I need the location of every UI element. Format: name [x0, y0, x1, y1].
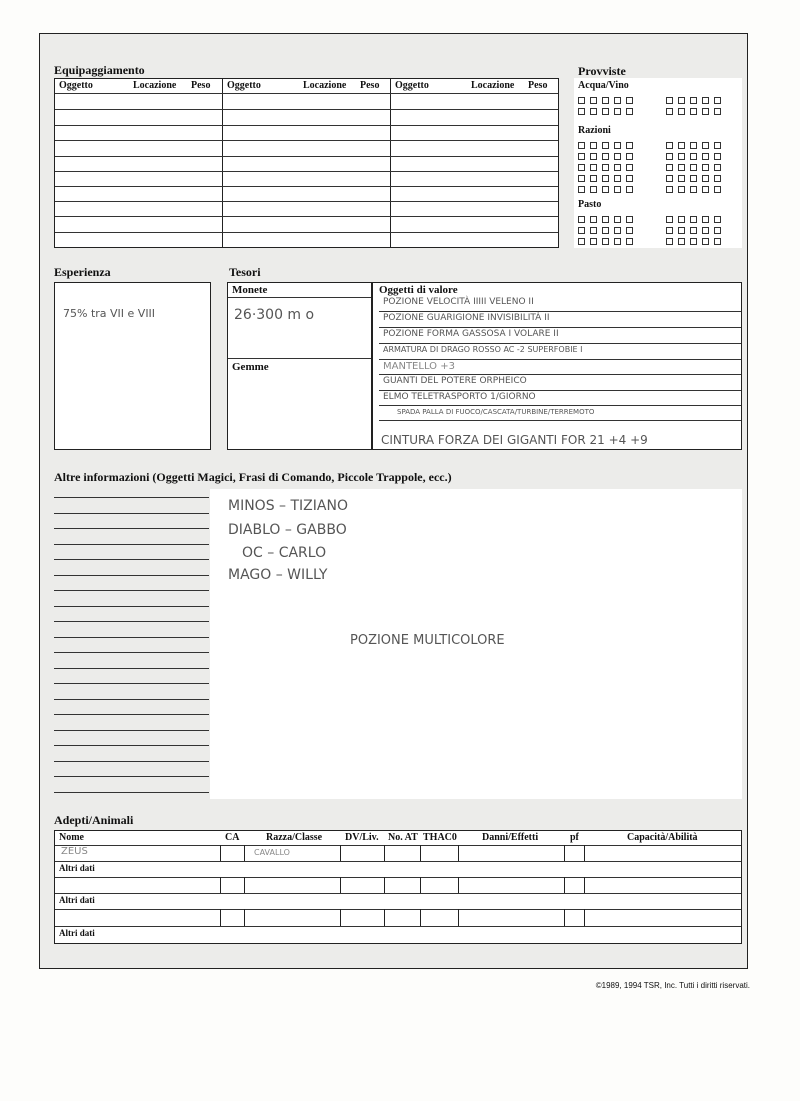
provision-checkbox[interactable]: [578, 238, 585, 245]
provision-checkbox[interactable]: [578, 175, 585, 182]
provision-checkbox[interactable]: [602, 164, 609, 171]
ruled-line: [54, 699, 209, 700]
provision-checkbox[interactable]: [590, 153, 597, 160]
provision-checkbox[interactable]: [714, 186, 721, 193]
provision-checkbox[interactable]: [602, 227, 609, 234]
provision-checkbox[interactable]: [690, 97, 697, 104]
provision-checkbox[interactable]: [666, 175, 673, 182]
provision-checkbox[interactable]: [714, 175, 721, 182]
valuables-box: [372, 282, 742, 450]
valuable-item: POZIONE GUARIGIONE INVISIBILITÀ II: [383, 313, 550, 323]
provision-checkbox[interactable]: [690, 164, 697, 171]
provision-checkbox[interactable]: [590, 227, 597, 234]
provision-checkbox[interactable]: [578, 108, 585, 115]
equipment-location-header: Locazione: [471, 80, 515, 91]
ruled-line: [54, 513, 209, 514]
provision-checkbox[interactable]: [702, 142, 709, 149]
valuable-item: CINTURA FORZA DEI GIGANTI FOR 21 +4 +9: [381, 433, 648, 447]
provision-checkbox[interactable]: [614, 97, 621, 104]
provision-checkbox[interactable]: [590, 238, 597, 245]
henchman-race: CAVALLO: [254, 848, 290, 857]
other-info-note: POZIONE MULTICOLORE: [350, 633, 505, 648]
provision-checkbox[interactable]: [590, 186, 597, 193]
provision-checkbox[interactable]: [614, 175, 621, 182]
provision-checkbox[interactable]: [590, 216, 597, 223]
valuable-item: ELMO TELETRASPORTO 1/GIORNO: [383, 392, 536, 402]
provision-checkbox[interactable]: [714, 227, 721, 234]
ruled-line: [54, 637, 209, 638]
equipment-item-header: Oggetto: [395, 80, 429, 91]
provision-checkbox[interactable]: [690, 142, 697, 149]
provision-checkbox[interactable]: [702, 216, 709, 223]
provision-checkbox[interactable]: [614, 186, 621, 193]
provision-checkbox[interactable]: [678, 238, 685, 245]
equipment-item-header: Oggetto: [227, 80, 261, 91]
henchmen-damage-header: Danni/Effetti: [482, 832, 539, 843]
experience-box: [54, 282, 211, 450]
provision-checkbox[interactable]: [678, 142, 685, 149]
treasure-title: Tesori: [229, 265, 261, 279]
provision-checkbox[interactable]: [602, 108, 609, 115]
provision-checkbox[interactable]: [626, 216, 633, 223]
copyright: ©1989, 1994 TSR, Inc. Tutti i diritti riservati.: [595, 981, 750, 990]
provision-checkbox[interactable]: [666, 238, 673, 245]
provision-checkbox[interactable]: [614, 238, 621, 245]
henchmen-title: Adepti/Animali: [54, 813, 134, 827]
provision-checkbox[interactable]: [714, 153, 721, 160]
provision-checkbox[interactable]: [690, 238, 697, 245]
equipment-weight-header: Peso: [360, 80, 380, 91]
provisions-panel: [574, 78, 742, 248]
henchman-name: ZEUS: [61, 846, 88, 857]
henchmen-ac-header: CA: [225, 832, 240, 843]
provision-checkbox[interactable]: [714, 108, 721, 115]
provision-checkbox[interactable]: [590, 164, 597, 171]
provision-checkbox[interactable]: [626, 238, 633, 245]
provision-checkbox[interactable]: [578, 164, 585, 171]
provision-checkbox[interactable]: [690, 227, 697, 234]
provision-checkbox[interactable]: [590, 142, 597, 149]
ruled-line: [54, 730, 209, 731]
other-info-note: MAGO – WILLY: [228, 567, 328, 583]
provision-checkbox[interactable]: [602, 238, 609, 245]
provision-checkbox[interactable]: [602, 153, 609, 160]
henchmen-hp-header: pf: [570, 832, 579, 843]
provision-checkbox[interactable]: [602, 186, 609, 193]
experience-note: 75% tra VII e VIII: [63, 307, 156, 320]
provisions-title: Provviste: [578, 64, 626, 78]
equipment-location-header: Locazione: [303, 80, 347, 91]
provision-checkbox[interactable]: [678, 108, 685, 115]
ruled-line: [54, 714, 209, 715]
provision-checkbox[interactable]: [614, 227, 621, 234]
provision-checkbox[interactable]: [714, 216, 721, 223]
provision-checkbox[interactable]: [614, 142, 621, 149]
rations-label: Razioni: [578, 125, 611, 136]
provision-checkbox[interactable]: [678, 153, 685, 160]
provision-checkbox[interactable]: [626, 153, 633, 160]
henchman-other-label: Altri dati: [59, 928, 95, 938]
character-sheet: [39, 33, 748, 969]
ruled-line: [54, 668, 209, 669]
provision-checkbox[interactable]: [666, 153, 673, 160]
equipment-location-header: Locazione: [133, 80, 177, 91]
ruled-line: [54, 683, 209, 684]
experience-title: Esperienza: [54, 265, 111, 279]
equipment-table: [54, 78, 559, 248]
coins-value: 26·300 m o: [234, 307, 315, 323]
provision-checkbox[interactable]: [626, 186, 633, 193]
provision-checkbox[interactable]: [690, 216, 697, 223]
provision-checkbox[interactable]: [626, 164, 633, 171]
henchmen-table: [54, 830, 742, 944]
provision-checkbox[interactable]: [602, 216, 609, 223]
provision-checkbox[interactable]: [702, 108, 709, 115]
treasure-left-box: [227, 282, 372, 450]
other-info-title: Altre informazioni (Oggetti Magici, Frasi di Comando, Piccole Trappole, ecc.): [54, 470, 452, 484]
ruled-line: [54, 559, 209, 560]
henchmen-name-header: Nome: [59, 832, 84, 843]
provision-checkbox[interactable]: [666, 97, 673, 104]
other-info-note: MINOS – TIZIANO: [228, 498, 348, 514]
provision-checkbox[interactable]: [702, 238, 709, 245]
provision-checkbox[interactable]: [578, 227, 585, 234]
provision-checkbox[interactable]: [666, 142, 673, 149]
valuable-item: MANTELLO +3: [383, 361, 455, 372]
provision-checkbox[interactable]: [714, 97, 721, 104]
ruled-line: [54, 606, 209, 607]
henchman-other-label: Altri dati: [59, 863, 95, 873]
henchmen-race-header: Razza/Classe: [266, 832, 323, 843]
valuable-item: SPADA PALLA DI FUOCO/CASCATA/TURBINE/TERREMOTO: [397, 408, 595, 416]
provision-checkbox[interactable]: [626, 142, 633, 149]
provision-checkbox[interactable]: [626, 97, 633, 104]
provision-checkbox[interactable]: [614, 216, 621, 223]
provision-checkbox[interactable]: [590, 108, 597, 115]
provision-checkbox[interactable]: [678, 216, 685, 223]
other-info-note: OC – CARLO: [242, 545, 327, 561]
ruled-line: [54, 761, 209, 762]
provision-checkbox[interactable]: [666, 186, 673, 193]
provision-checkbox[interactable]: [714, 238, 721, 245]
valuable-item: POZIONE FORMA GASSOSA I VOLARE II: [383, 329, 559, 339]
valuable-item: GUANTI DEL POTERE ORPHEICO: [383, 376, 527, 386]
provision-checkbox[interactable]: [702, 186, 709, 193]
provision-checkbox[interactable]: [578, 97, 585, 104]
provision-checkbox[interactable]: [602, 175, 609, 182]
ruled-line: [54, 497, 209, 498]
provision-checkbox[interactable]: [678, 97, 685, 104]
provision-checkbox[interactable]: [626, 175, 633, 182]
provision-checkbox[interactable]: [678, 186, 685, 193]
provision-checkbox[interactable]: [602, 97, 609, 104]
provision-checkbox[interactable]: [626, 227, 633, 234]
henchmen-attacks-header: No. AT: [388, 832, 418, 843]
coins-label: Monete: [232, 284, 268, 296]
provision-checkbox[interactable]: [678, 227, 685, 234]
provision-checkbox[interactable]: [678, 175, 685, 182]
ruled-line: [54, 792, 209, 793]
provision-checkbox[interactable]: [690, 153, 697, 160]
ruled-line: [54, 621, 209, 622]
provision-checkbox[interactable]: [666, 164, 673, 171]
provision-checkbox[interactable]: [578, 142, 585, 149]
ruled-line: [54, 590, 209, 591]
equipment-item-header: Oggetto: [59, 80, 93, 91]
henchmen-thac0-header: THAC0: [423, 832, 457, 843]
provision-checkbox[interactable]: [702, 175, 709, 182]
meal-label: Pasto: [578, 199, 602, 210]
valuable-item: POZIONE VELOCITÀ IIIII VELENO II: [383, 297, 534, 307]
equipment-title: Equipaggiamento: [54, 63, 145, 77]
ruled-line: [54, 575, 209, 576]
gems-label: Gemme: [232, 361, 269, 373]
provision-checkbox[interactable]: [702, 153, 709, 160]
ruled-line: [54, 745, 209, 746]
provision-checkbox[interactable]: [702, 164, 709, 171]
henchman-other-label: Altri dati: [59, 895, 95, 905]
equipment-weight-header: Peso: [191, 80, 211, 91]
provision-checkbox[interactable]: [702, 227, 709, 234]
other-info-note: DIABLO – GABBO: [228, 522, 347, 538]
provision-checkbox[interactable]: [678, 164, 685, 171]
provision-checkbox[interactable]: [590, 97, 597, 104]
provision-checkbox[interactable]: [578, 216, 585, 223]
provision-checkbox[interactable]: [578, 153, 585, 160]
ruled-line: [54, 776, 209, 777]
provision-checkbox[interactable]: [702, 97, 709, 104]
provision-checkbox[interactable]: [714, 164, 721, 171]
valuable-item: ARMATURA DI DRAGO ROSSO AC -2 SUPERFOBIE I: [383, 345, 583, 354]
provision-checkbox[interactable]: [602, 142, 609, 149]
henchmen-abilities-header: Capacità/Abilità: [627, 832, 698, 843]
provision-checkbox[interactable]: [614, 108, 621, 115]
ruled-line: [54, 544, 209, 545]
provision-checkbox[interactable]: [590, 175, 597, 182]
water-label: Acqua/Vino: [578, 80, 629, 91]
provision-checkbox[interactable]: [614, 153, 621, 160]
ruled-line: [54, 652, 209, 653]
valuables-label: Oggetti di valore: [379, 284, 458, 296]
provision-checkbox[interactable]: [690, 175, 697, 182]
provision-checkbox[interactable]: [578, 186, 585, 193]
provision-checkbox[interactable]: [666, 108, 673, 115]
equipment-weight-header: Peso: [528, 80, 548, 91]
provision-checkbox[interactable]: [690, 108, 697, 115]
provision-checkbox[interactable]: [614, 164, 621, 171]
provision-checkbox[interactable]: [666, 216, 673, 223]
provision-checkbox[interactable]: [626, 108, 633, 115]
provision-checkbox[interactable]: [714, 142, 721, 149]
henchmen-hd-header: DV/Liv.: [345, 832, 379, 843]
ruled-line: [54, 528, 209, 529]
provision-checkbox[interactable]: [690, 186, 697, 193]
provision-checkbox[interactable]: [666, 227, 673, 234]
